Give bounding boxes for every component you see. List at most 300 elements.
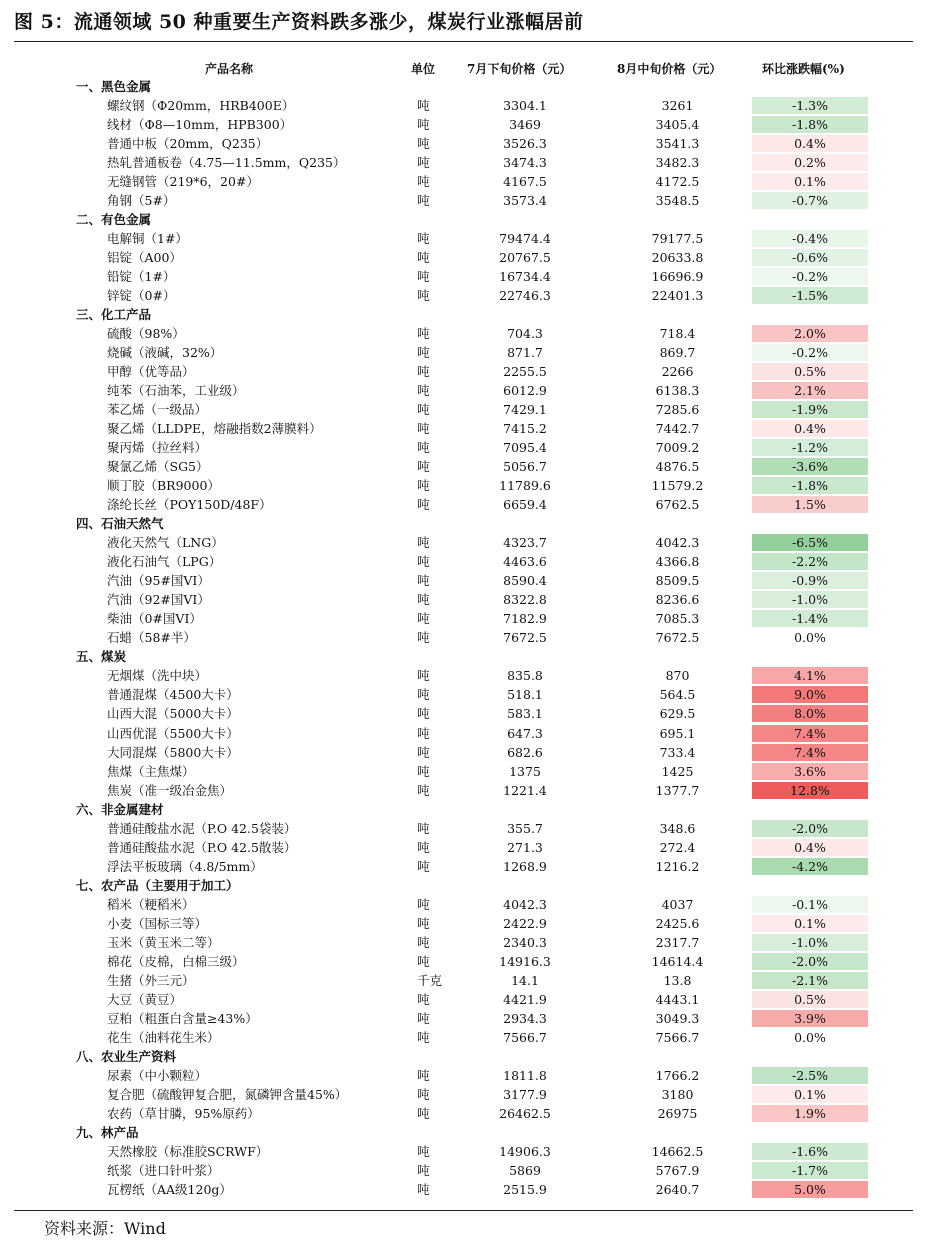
table-row xyxy=(0,495,930,514)
change-cell: -2.5% xyxy=(752,1067,868,1084)
jul-price-cell: 1268.9 xyxy=(503,858,547,874)
product-name: 柴油（0#国VI） xyxy=(107,611,202,627)
aug-price-cell: 16696.9 xyxy=(651,268,704,284)
aug-price-cell: 7442.7 xyxy=(655,421,700,437)
change-cell: -2.2% xyxy=(752,553,868,570)
category-row xyxy=(0,1123,930,1142)
source-note: 资料来源：Wind xyxy=(44,1219,166,1238)
unit-cell: 吨 xyxy=(417,287,430,303)
jul-price-cell: 871.7 xyxy=(507,344,543,360)
unit-cell: 吨 xyxy=(417,154,430,170)
change-cell: 0.1% xyxy=(752,173,868,190)
unit-cell: 吨 xyxy=(417,344,430,360)
change-cell: -1.9% xyxy=(752,401,868,418)
change-cell: -1.0% xyxy=(752,591,868,608)
aug-price-cell: 869.7 xyxy=(659,344,696,360)
unit-cell: 吨 xyxy=(417,325,430,341)
jul-price-cell: 7415.2 xyxy=(503,421,547,437)
change-cell: -1.7% xyxy=(752,1162,868,1179)
change-cell: 0.5% xyxy=(752,363,868,380)
header-aug: 8月中旬价格（元） xyxy=(617,62,722,76)
product-name: 大豆（黄豆） xyxy=(107,991,183,1007)
table-row xyxy=(0,857,930,876)
aug-price-cell: 1766.2 xyxy=(655,1068,700,1084)
product-name: 苯乙烯（一级品） xyxy=(107,402,208,417)
unit-cell: 吨 xyxy=(417,820,430,836)
table-row xyxy=(0,533,930,552)
category-label: 七、农产品（主要用于加工） xyxy=(76,877,239,893)
aug-price-cell: 2425.6 xyxy=(655,915,700,931)
change-cell: -1.4% xyxy=(752,610,868,627)
product-name: 小麦（国标三等） xyxy=(107,915,208,931)
jul-price-cell: 4421.9 xyxy=(503,991,547,1007)
jul-price-cell: 2255.5 xyxy=(503,363,547,379)
aug-price-cell: 5767.9 xyxy=(655,1163,700,1179)
category-label: 二、有色金属 xyxy=(76,211,152,227)
table-row xyxy=(0,819,930,838)
jul-price-cell: 4323.7 xyxy=(503,535,547,551)
aug-price-cell: 11579.2 xyxy=(651,478,704,494)
product-name: 生猪（外三元） xyxy=(107,972,195,988)
aug-price-cell: 8236.6 xyxy=(655,592,700,608)
product-name: 汽油（95#国VI） xyxy=(107,573,210,589)
aug-price-cell: 718.4 xyxy=(659,325,696,341)
change-cell: 4.1% xyxy=(752,667,868,684)
aug-price-cell: 695.1 xyxy=(659,725,696,741)
unit-cell: 吨 xyxy=(417,744,430,760)
table-row xyxy=(0,1028,930,1047)
product-name: 液化天然气（LNG） xyxy=(107,535,224,551)
aug-price-cell: 564.5 xyxy=(659,687,696,703)
table-row xyxy=(0,743,930,762)
unit-cell: 吨 xyxy=(417,1163,430,1179)
product-name: 豆粕（粗蛋白含量≥43%） xyxy=(107,1010,258,1026)
category-row xyxy=(0,1047,930,1066)
aug-price-cell: 3049.3 xyxy=(655,1010,700,1026)
jul-price-cell: 8322.8 xyxy=(503,592,547,608)
unit-cell: 吨 xyxy=(417,97,430,113)
unit-cell: 吨 xyxy=(417,249,430,265)
jul-price-cell: 4463.6 xyxy=(503,554,547,570)
aug-price-cell: 4037 xyxy=(661,896,694,912)
aug-price-cell: 7085.3 xyxy=(655,611,700,627)
table-row xyxy=(0,381,930,400)
change-cell: -0.7% xyxy=(752,192,868,209)
change-cell: -3.6% xyxy=(752,458,868,475)
aug-price-cell: 3405.4 xyxy=(655,116,700,132)
change-cell: 0.4% xyxy=(752,839,868,856)
bottom-rule xyxy=(14,1210,913,1211)
product-name: 瓦楞纸（AA级120g） xyxy=(107,1182,232,1198)
change-cell: 0.4% xyxy=(752,420,868,437)
jul-price-cell: 583.1 xyxy=(507,706,543,722)
table-row xyxy=(0,153,930,172)
aug-price-cell: 4366.8 xyxy=(655,554,700,570)
jul-price-cell: 8590.4 xyxy=(503,573,547,589)
unit-cell: 吨 xyxy=(417,763,430,779)
jul-price-cell: 704.3 xyxy=(507,325,543,341)
change-cell: 7.4% xyxy=(752,725,868,742)
product-name: 汽油（92#国VI） xyxy=(107,592,210,608)
category-label: 八、农业生产资料 xyxy=(76,1049,177,1065)
change-cell: -2.0% xyxy=(752,820,868,837)
unit-cell: 吨 xyxy=(417,535,430,551)
change-cell: 12.8% xyxy=(752,782,868,799)
table-row xyxy=(0,191,930,210)
unit-cell: 吨 xyxy=(417,1068,430,1084)
unit-cell: 吨 xyxy=(417,192,430,208)
unit-cell: 吨 xyxy=(417,858,430,874)
category-label: 九、林产品 xyxy=(76,1125,139,1141)
product-name: 顺丁胶（BR9000） xyxy=(107,478,220,494)
aug-price-cell: 7285.6 xyxy=(655,402,700,417)
aug-price-cell: 1216.2 xyxy=(655,858,700,874)
jul-price-cell: 26462.5 xyxy=(499,1106,551,1122)
product-name: 稻米（粳稻米） xyxy=(107,896,195,912)
unit-cell: 吨 xyxy=(417,1144,430,1160)
table-row xyxy=(0,971,930,990)
category-row xyxy=(0,800,930,819)
jul-price-cell: 835.8 xyxy=(507,668,543,684)
table-row xyxy=(0,229,930,248)
unit-cell: 吨 xyxy=(417,953,430,969)
jul-price-cell: 2340.3 xyxy=(503,934,547,950)
unit-cell: 吨 xyxy=(417,592,430,608)
product-name: 聚氯乙烯（SG5） xyxy=(107,459,209,475)
product-name: 焦煤（主焦煤） xyxy=(107,763,195,779)
jul-price-cell: 3526.3 xyxy=(503,135,547,151)
change-cell: -1.8% xyxy=(752,477,868,494)
jul-price-cell: 3573.4 xyxy=(503,192,547,208)
unit-cell: 吨 xyxy=(417,173,430,189)
unit-cell: 吨 xyxy=(417,459,430,475)
change-cell: -0.4% xyxy=(752,230,868,247)
jul-price-cell: 518.1 xyxy=(507,687,543,703)
aug-price-cell: 348.6 xyxy=(659,820,696,836)
aug-price-cell: 3541.3 xyxy=(655,135,700,151)
aug-price-cell: 272.4 xyxy=(659,839,696,855)
unit-cell: 吨 xyxy=(417,934,430,950)
product-name: 普通硅酸盐水泥（P.O 42.5袋装） xyxy=(107,820,297,836)
table-row xyxy=(0,115,930,134)
table-header xyxy=(0,57,930,77)
change-cell: 2.1% xyxy=(752,382,868,399)
aug-price-cell: 1425 xyxy=(661,763,694,779)
table-row xyxy=(0,781,930,800)
category-label: 三、化工产品 xyxy=(76,306,152,322)
category-row xyxy=(0,77,930,96)
table-row xyxy=(0,838,930,857)
product-name: 花生（油料花生米） xyxy=(107,1030,220,1045)
category-label: 四、石油天然气 xyxy=(76,516,164,532)
table-row xyxy=(0,134,930,153)
table-row xyxy=(0,172,930,191)
aug-price-cell: 4876.5 xyxy=(655,459,700,475)
change-cell: -0.2% xyxy=(752,344,868,361)
unit-cell: 吨 xyxy=(417,116,430,132)
change-cell: -1.8% xyxy=(752,116,868,133)
table-row xyxy=(0,914,930,933)
unit-cell: 吨 xyxy=(417,687,430,703)
jul-price-cell: 647.3 xyxy=(507,725,543,741)
table-row xyxy=(0,400,930,419)
unit-cell: 吨 xyxy=(417,421,430,437)
product-name: 浮法平板玻璃（4.8/5mm） xyxy=(107,858,263,874)
jul-price-cell: 682.6 xyxy=(507,744,543,760)
unit-cell: 吨 xyxy=(417,1087,430,1103)
change-cell: -1.5% xyxy=(752,287,868,304)
table-row xyxy=(0,952,930,971)
table-row xyxy=(0,419,930,438)
unit-cell: 吨 xyxy=(417,402,430,417)
product-name: 普通混煤（4500大卡） xyxy=(107,687,239,703)
jul-price-cell: 1811.8 xyxy=(503,1068,547,1084)
product-name: 铅锭（1#） xyxy=(107,268,176,284)
aug-price-cell: 7009.2 xyxy=(655,440,700,456)
jul-price-cell: 2422.9 xyxy=(503,915,547,931)
table-row xyxy=(0,704,930,723)
jul-price-cell: 3177.9 xyxy=(503,1087,547,1103)
product-name: 复合肥（硫酸钾复合肥，氮磷钾含量45%） xyxy=(107,1087,348,1103)
header-change: 环比涨跌幅(%) xyxy=(762,62,845,76)
change-cell: -1.6% xyxy=(752,1143,868,1160)
product-name: 线材（Φ8—10mm，HPB300） xyxy=(107,116,293,132)
product-name: 大同混煤（5800大卡） xyxy=(107,744,239,760)
unit-cell: 吨 xyxy=(417,1010,430,1026)
jul-price-cell: 7182.9 xyxy=(503,611,547,627)
jul-price-cell: 271.3 xyxy=(507,839,543,855)
product-name: 铝锭（A00） xyxy=(107,249,182,265)
unit-cell: 吨 xyxy=(417,573,430,589)
jul-price-cell: 2934.3 xyxy=(503,1010,547,1026)
product-name: 角钢（5#） xyxy=(107,192,176,208)
aug-price-cell: 26975 xyxy=(657,1106,698,1122)
change-cell: -0.6% xyxy=(752,249,868,266)
table-row xyxy=(0,552,930,571)
change-cell: 2.0% xyxy=(752,325,868,342)
aug-price-cell: 629.5 xyxy=(659,706,696,722)
product-name: 无缝钢管（219*6，20#） xyxy=(107,173,259,189)
jul-price-cell: 7672.5 xyxy=(503,630,547,646)
change-cell: 0.0% xyxy=(794,630,826,646)
unit-cell: 吨 xyxy=(417,611,430,627)
aug-price-cell: 2640.7 xyxy=(655,1182,700,1198)
category-row xyxy=(0,876,930,895)
change-cell: 0.1% xyxy=(752,1086,868,1103)
aug-price-cell: 6762.5 xyxy=(655,497,700,513)
change-cell: 0.5% xyxy=(752,991,868,1008)
product-name: 山西优混（5500大卡） xyxy=(107,725,239,741)
aug-price-cell: 870 xyxy=(665,668,690,684)
product-name: 普通硅酸盐水泥（P.O 42.5散装） xyxy=(107,839,297,855)
unit-cell: 吨 xyxy=(417,1106,430,1122)
category-row xyxy=(0,210,930,229)
aug-price-cell: 4172.5 xyxy=(655,173,700,189)
unit-cell: 千克 xyxy=(417,972,443,988)
jul-price-cell: 4042.3 xyxy=(503,896,547,912)
jul-price-cell: 7095.4 xyxy=(503,440,547,456)
jul-price-cell: 355.7 xyxy=(507,820,543,836)
aug-price-cell: 3261 xyxy=(661,97,694,113)
change-cell: -2.0% xyxy=(752,953,868,970)
change-cell: 9.0% xyxy=(752,686,868,703)
unit-cell: 吨 xyxy=(417,839,430,855)
product-name: 玉米（黄玉米二等） xyxy=(107,934,220,950)
aug-price-cell: 4443.1 xyxy=(655,991,700,1007)
product-name: 烧碱（液碱，32%） xyxy=(107,344,223,360)
product-name: 农药（草甘膦，95%原药） xyxy=(107,1106,260,1122)
unit-cell: 吨 xyxy=(417,1182,430,1198)
jul-price-cell: 11789.6 xyxy=(499,478,551,494)
aug-price-cell: 8509.5 xyxy=(655,573,700,589)
unit-cell: 吨 xyxy=(417,991,430,1007)
top-rule xyxy=(14,41,913,42)
jul-price-cell: 16734.4 xyxy=(499,268,551,284)
change-cell: -0.1% xyxy=(752,896,868,913)
unit-cell: 吨 xyxy=(417,896,430,912)
change-cell: 0.1% xyxy=(752,915,868,932)
product-name: 电解铜（1#） xyxy=(107,230,188,246)
table-row xyxy=(0,362,930,381)
category-label: 一、黑色金属 xyxy=(76,78,152,94)
product-name: 锌锭（0#） xyxy=(107,287,176,303)
change-cell: -0.9% xyxy=(752,572,868,589)
category-row xyxy=(0,305,930,324)
table-row xyxy=(0,1085,930,1104)
change-cell: -2.1% xyxy=(752,972,868,989)
product-name: 硫酸（98%） xyxy=(107,325,185,341)
table-row xyxy=(0,990,930,1009)
aug-price-cell: 14662.5 xyxy=(651,1144,704,1160)
table-row xyxy=(0,895,930,914)
product-name: 甲醇（优等品） xyxy=(107,363,195,379)
jul-price-cell: 1221.4 xyxy=(503,782,547,798)
jul-price-cell: 5056.7 xyxy=(503,459,547,475)
aug-price-cell: 733.4 xyxy=(659,744,696,760)
aug-price-cell: 79177.5 xyxy=(651,230,704,246)
table-row xyxy=(0,1104,930,1123)
category-label: 五、煤炭 xyxy=(76,649,127,665)
jul-price-cell: 5869 xyxy=(509,1163,541,1179)
product-name: 天然橡胶（标准胶SCRWF） xyxy=(107,1144,269,1160)
jul-price-cell: 2515.9 xyxy=(503,1182,547,1198)
unit-cell: 吨 xyxy=(417,382,430,398)
product-name: 纯苯（石油苯，工业级） xyxy=(107,382,245,398)
table-row xyxy=(0,343,930,362)
product-name: 涤纶长丝（POY150D/48F） xyxy=(107,497,272,513)
aug-price-cell: 7672.5 xyxy=(655,630,700,646)
jul-price-cell: 7429.1 xyxy=(503,402,547,417)
figure-title: 图 5：流通领域 50 种重要生产资料跌多涨少，煤炭行业涨幅居前 xyxy=(14,11,584,33)
category-label: 六、非金属建材 xyxy=(76,801,164,817)
product-name: 纸浆（进口针叶浆） xyxy=(107,1163,220,1179)
unit-cell: 吨 xyxy=(417,1030,430,1045)
aug-price-cell: 2317.7 xyxy=(655,934,700,950)
change-cell: -1.2% xyxy=(752,439,868,456)
unit-cell: 吨 xyxy=(417,478,430,494)
unit-cell: 吨 xyxy=(417,630,430,646)
product-name: 棉花（皮棉，白棉三级） xyxy=(107,953,245,969)
table-row xyxy=(0,1180,930,1199)
change-cell: -0.2% xyxy=(752,268,868,285)
product-name: 山西大混（5000大卡） xyxy=(107,706,239,722)
table-row xyxy=(0,685,930,704)
unit-cell: 吨 xyxy=(417,230,430,246)
header-jul: 7月下旬价格（元） xyxy=(467,62,572,76)
table-row xyxy=(0,248,930,267)
change-cell: 1.9% xyxy=(752,1105,868,1122)
category-row xyxy=(0,514,930,533)
change-cell: 3.6% xyxy=(752,763,868,780)
unit-cell: 吨 xyxy=(417,782,430,798)
aug-price-cell: 3548.5 xyxy=(655,192,700,208)
table-row xyxy=(0,590,930,609)
table-row xyxy=(0,1142,930,1161)
unit-cell: 吨 xyxy=(417,725,430,741)
jul-price-cell: 4167.5 xyxy=(503,173,547,189)
jul-price-cell: 7566.7 xyxy=(503,1030,547,1045)
jul-price-cell: 22746.3 xyxy=(499,287,551,303)
aug-price-cell: 20633.8 xyxy=(651,249,704,265)
change-cell: 8.0% xyxy=(752,705,868,722)
table-row xyxy=(0,476,930,495)
change-cell: -4.2% xyxy=(752,858,868,875)
unit-cell: 吨 xyxy=(417,497,430,513)
table-row xyxy=(0,628,930,647)
table-row xyxy=(0,1009,930,1028)
table-row xyxy=(0,724,930,743)
table-row xyxy=(0,438,930,457)
table-row xyxy=(0,96,930,115)
header-unit: 单位 xyxy=(411,62,436,76)
jul-price-cell: 79474.4 xyxy=(499,230,551,246)
aug-price-cell: 2266 xyxy=(661,363,694,379)
aug-price-cell: 14614.4 xyxy=(651,953,704,969)
jul-price-cell: 14916.3 xyxy=(499,953,551,969)
table-row xyxy=(0,267,930,286)
aug-price-cell: 6138.3 xyxy=(655,382,700,398)
jul-price-cell: 6659.4 xyxy=(503,497,547,513)
change-cell: 0.4% xyxy=(752,135,868,152)
product-name: 无烟煤（洗中块） xyxy=(107,668,208,684)
unit-cell: 吨 xyxy=(417,554,430,570)
table-row xyxy=(0,1161,930,1180)
change-cell: 0.0% xyxy=(794,1030,826,1045)
product-name: 石蜡（58#半） xyxy=(107,630,196,646)
change-cell: 5.0% xyxy=(752,1181,868,1198)
category-row xyxy=(0,647,930,666)
table-row xyxy=(0,666,930,685)
change-cell: 3.9% xyxy=(752,1010,868,1027)
header-name: 产品名称 xyxy=(205,62,254,76)
product-name: 焦炭（准一级冶金焦） xyxy=(107,782,233,798)
jul-price-cell: 3469 xyxy=(509,116,541,132)
table-row xyxy=(0,457,930,476)
jul-price-cell: 3474.3 xyxy=(503,154,547,170)
change-cell: 0.2% xyxy=(752,154,868,171)
change-cell: -6.5% xyxy=(752,534,868,551)
jul-price-cell: 20767.5 xyxy=(499,249,551,265)
table-row xyxy=(0,571,930,590)
product-name: 螺纹钢（Φ20mm，HRB400E） xyxy=(107,97,295,113)
product-name: 液化石油气（LPG） xyxy=(107,554,222,570)
aug-price-cell: 3180 xyxy=(661,1087,694,1103)
product-name: 尿素（中小颗粒） xyxy=(107,1068,208,1084)
unit-cell: 吨 xyxy=(417,268,430,284)
aug-price-cell: 7566.7 xyxy=(655,1030,700,1045)
aug-price-cell: 22401.3 xyxy=(651,287,704,303)
product-name: 聚丙烯（拉丝料） xyxy=(107,440,208,456)
